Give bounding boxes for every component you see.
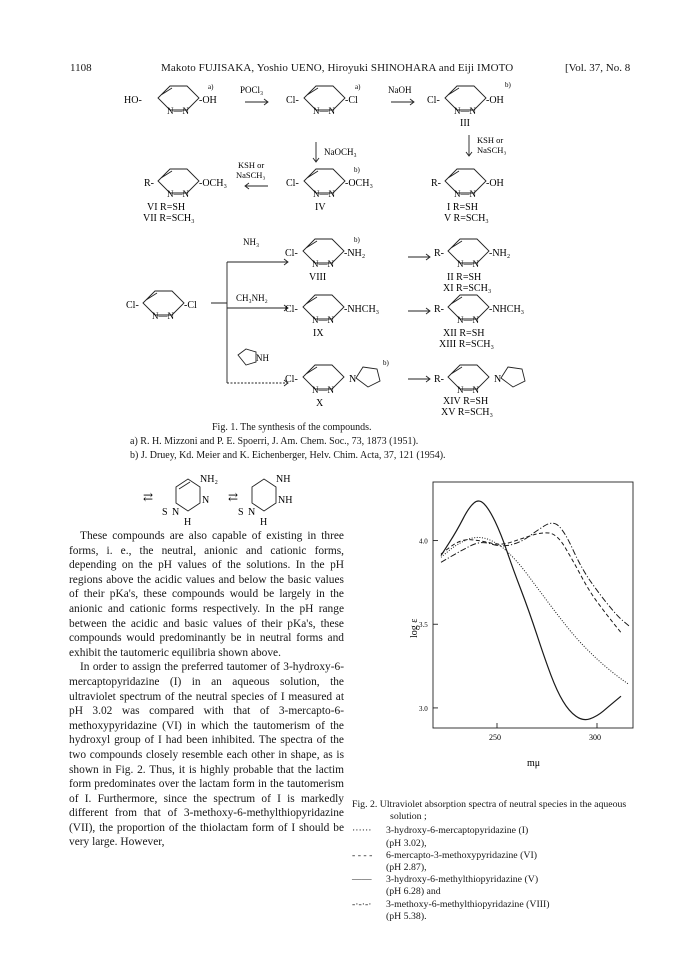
group-cl: -Cl	[345, 95, 358, 106]
legend-item	[352, 874, 652, 898]
group-oh: -OH	[486, 178, 504, 189]
group-r: R-	[434, 304, 444, 315]
group-oh: -OH	[486, 95, 504, 106]
ring-n-n: N—N	[457, 315, 479, 325]
reagent-nasch3: NaSCH₃	[477, 145, 507, 155]
ring-n-n: N—N	[454, 189, 476, 199]
reagent-nasch3: NaSCH₃	[236, 170, 266, 180]
compound-vi: VI R=SH	[147, 202, 186, 213]
legend-ph: (pH 3.02),	[386, 837, 427, 849]
group-ho: HO-	[124, 95, 142, 106]
legend-label: 3-hydroxy-6-methylthiopyridazine (V)	[386, 874, 539, 886]
legend-ph: (pH 2.87),	[386, 862, 427, 874]
tautomer-s: S	[238, 507, 244, 518]
fig2-caption: Fig. 2. Ultraviolet absorption spectra of neutral species in the aqueous solution ;	[352, 799, 627, 823]
group-cl: Cl-	[427, 95, 440, 106]
legend-label: 3-hydroxy-6-mercaptopyridazine (I)	[386, 825, 529, 837]
tautomer-h: H	[184, 517, 192, 525]
group-nh2: -NH₂	[344, 248, 366, 259]
spectra-series	[441, 501, 629, 720]
tautomer-lines	[176, 479, 276, 511]
equilibrium-arrow: ⇄	[228, 490, 239, 504]
group-och3: -OCH₃	[345, 178, 373, 189]
tautomer-n: N	[248, 507, 256, 518]
legend-symbol-dashdot: -·-·-·	[352, 898, 372, 910]
compound-xiv: XIV R=SH	[443, 396, 489, 407]
group-nh2: -NH₂	[489, 248, 511, 259]
compound-v: V R=SCH₃	[444, 213, 489, 224]
legend-symbol-dashed: - - - -	[352, 849, 373, 861]
reagent-nh3: NH₃	[243, 237, 260, 247]
compound-ii: II R=SH	[447, 272, 482, 283]
legend-ph: (pH 6.28) and	[386, 886, 441, 898]
compound-iv: IV	[315, 202, 326, 213]
tautomer-h: H	[260, 517, 268, 525]
group-och3: -OCH₃	[199, 178, 227, 189]
group-cl: Cl-	[285, 248, 298, 259]
y-tick-label: 3.5	[419, 621, 428, 630]
tautomer-s: S	[162, 507, 168, 518]
fig1-ref-a: a) R. H. Mizzoni and P. E. Spoerri, J. Am. Chem. Soc., 73, 1873 (1951).	[130, 436, 419, 447]
legend-item	[352, 825, 652, 849]
reagent-pocl3: POCl₃	[240, 85, 264, 95]
body-paragraph-1: These compounds are also capable of existing in three forms, i. e., the neutral, anionic and cationic forms, depending on the pH values of the solutions. In the pH regions above the acidic values and below the basic values of their pKa's, these compounds would be largely in the anionic and cationic forms respectively. In the pH range between the acidic and basic values of their pKa's, these compounds would predominantly be in neutral forms and exhibit the tautomeric equilibria shown above.	[69, 530, 344, 659]
legend-label: 6-mercapto-3-methoxypyridazine (VI)	[386, 849, 537, 861]
group-oh: -OH	[199, 95, 217, 106]
x-tick-label: 250	[489, 733, 501, 742]
y-tick-label: 4.0	[419, 537, 428, 546]
ring-n-n: N—N	[312, 259, 334, 269]
tautomer-nh: NH	[276, 474, 291, 485]
tautomer-nh2: NH₂	[200, 474, 218, 485]
reagent-ksh: KSH or	[238, 160, 265, 170]
tautomer-structures	[0, 465, 340, 525]
compound-iii: III	[460, 118, 470, 129]
x-tick-label: 300	[589, 733, 601, 742]
running-head-volume: [Vol. 37, No. 8	[565, 62, 631, 74]
tautomer-n: N	[172, 507, 180, 518]
ring-n-n: N—N	[457, 385, 479, 395]
uv-spectra-chart	[395, 480, 645, 780]
legend-label: 3-methoxy-6-methylthiopyridazine (VIII)	[386, 898, 550, 910]
body-text	[69, 529, 344, 850]
ring-n-n: N—N	[313, 189, 335, 199]
ring-n-n: N—N	[457, 259, 479, 269]
ring-n-n: N—N	[312, 315, 334, 325]
group-r: R-	[431, 178, 441, 189]
group-cl: Cl-	[285, 304, 298, 315]
ring-n-n: N—N	[167, 106, 189, 116]
group-nhch3: -NHCH₃	[489, 304, 525, 315]
fig2-caption-block	[352, 799, 652, 923]
ref-a: a)	[355, 83, 361, 91]
ref-b: b)	[354, 166, 360, 174]
y-tick-label: 3.0	[419, 704, 428, 713]
reagent-naoh: NaOH	[388, 85, 412, 95]
series-line-solid	[441, 501, 621, 720]
ring-n-n: N—N	[454, 106, 476, 116]
fig1-caption: Fig. 1. The synthesis of the compounds.	[212, 422, 372, 433]
page-number: 1108	[70, 62, 92, 74]
x-axis-label: mμ	[527, 758, 541, 769]
fig2-legend	[352, 825, 652, 923]
compound-xi: XI R=SCH₃	[443, 283, 492, 294]
group-cl: -Cl	[184, 300, 197, 311]
reagent-naoch3: NaOCH₃	[324, 147, 357, 157]
ring-n: N	[494, 374, 502, 385]
reagent-nh: NH	[256, 353, 269, 363]
ref-a: a)	[208, 83, 214, 91]
group-cl: Cl-	[126, 300, 139, 311]
group-cl: Cl-	[286, 178, 299, 189]
ring-n-n: N—N	[167, 189, 189, 199]
group-cl: Cl-	[286, 95, 299, 106]
y-axis-label: log ε	[409, 618, 420, 638]
equilibrium-arrow: ⇄	[143, 490, 154, 504]
ring-n: N	[349, 374, 357, 385]
compound-x: X	[316, 398, 324, 409]
compound-xii: XII R=SH	[443, 328, 485, 339]
reagent-ch3nh2: CH₃NH₂	[236, 293, 268, 303]
group-nhch3: -NHCH₃	[344, 304, 380, 315]
compound-viii: VIII	[309, 272, 327, 283]
legend-symbol-solid: ——	[352, 874, 372, 886]
compound-xv: XV R=SCH₃	[441, 407, 494, 418]
axis-ticks	[419, 538, 601, 742]
legend-item	[352, 899, 652, 923]
tautomer-nh: NH	[278, 495, 293, 506]
body-paragraph-2: In order to assign the preferred tautomer of 3-hydroxy-6-mercaptopyridazine (I) in an aqueous solution, the ultraviolet spectrum of the neutral species of I measured at pH 3.02 was compared with that of 3-mercapto-6-methoxypyridazine (VI) in which the tautomerism of the hydroxyl group of I had been inhibited. The spectra of the two compounds closely resemble each other in shape, as is shown in Fig. 2. Thus, it is highly probable that the lactim form predominates over the lactam form in the tautomerism of I. Furthermore, since the spectrum of I is markedly different from that of 3-methoxy-6-methylthiopyridazine (VII), the proportion of the thiolactam form of I should be very large. However,	[69, 661, 344, 849]
fig1-ref-b: b) J. Druey, Kd. Meier and K. Eichenberger, Helv. Chim. Acta, 37, 121 (1954).	[130, 450, 446, 461]
group-cl: Cl-	[285, 374, 298, 385]
series-line-dotted	[441, 537, 629, 684]
ref-b: b)	[383, 359, 389, 367]
group-r: R-	[434, 374, 444, 385]
group-r: R-	[434, 248, 444, 259]
compound-ix: IX	[313, 328, 324, 339]
group-r: R-	[144, 178, 154, 189]
reagent-ksh: KSH or	[477, 135, 504, 145]
ring-n-n: N—N	[312, 385, 334, 395]
compound-vii: VII R=SCH₃	[143, 213, 195, 224]
ref-b: b)	[354, 236, 360, 244]
compound-xiii: XIII R=SCH₃	[439, 339, 494, 350]
legend-symbol-dotted: ······	[352, 825, 372, 837]
ring-n-n: N—N	[152, 311, 174, 321]
ring-n-n: N—N	[313, 106, 335, 116]
legend-ph: (pH 5.38).	[386, 910, 427, 922]
compound-i: I R=SH	[447, 202, 478, 213]
legend-item	[352, 850, 652, 874]
ref-b: b)	[505, 81, 511, 89]
tautomer-n: N	[202, 495, 210, 506]
synthesis-scheme	[0, 0, 688, 420]
running-head-authors: Makoto FUJISAKA, Yoshio UENO, Hiroyuki SHINOHARA and Eiji IMOTO	[161, 62, 514, 74]
